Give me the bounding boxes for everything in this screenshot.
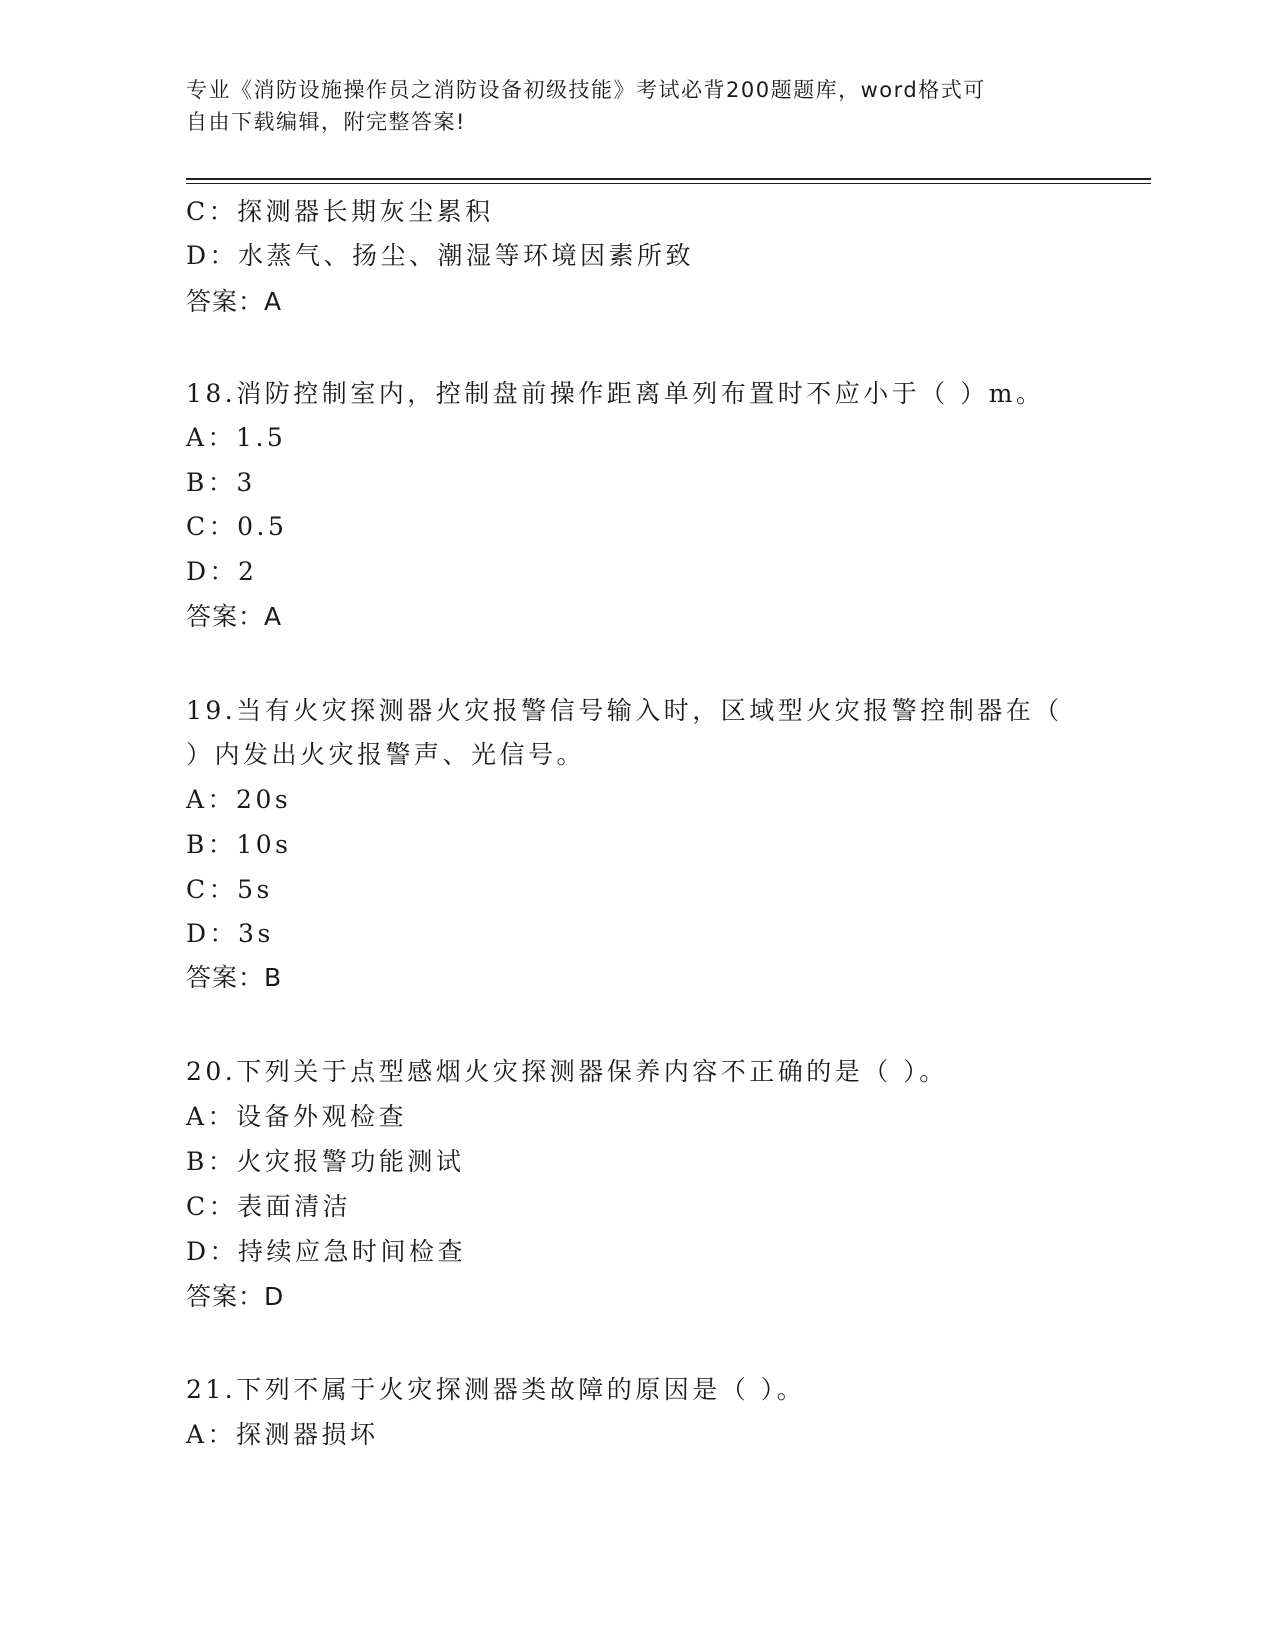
q20-option-d: D：持续应急时间检查 [186, 1237, 467, 1266]
q20-option-c: C：表面清洁 [186, 1192, 352, 1221]
q20-answer: 答案：D [186, 1282, 285, 1311]
q19-answer: 答案：B [186, 963, 283, 992]
q18-option-a: A：1.5 [186, 423, 287, 452]
q20-question: 20.下列关于点型感烟火灾探测器保养内容不正确的是（ ）。 [186, 1057, 948, 1086]
q21-option-a: A：探测器损坏 [186, 1420, 379, 1449]
header-divider-thin [186, 183, 1151, 184]
q19-option-a: A：20s [186, 785, 292, 814]
q19-option-d: D：3s [186, 919, 274, 948]
q18-option-d: D：2 [186, 557, 258, 586]
q17-answer: 答案：A [186, 287, 283, 316]
q17-option-c: C：探测器长期灰尘累积 [186, 197, 494, 226]
q19-option-c: C：5s [186, 875, 273, 904]
page-header [186, 74, 1086, 138]
q19-question-line-2: ）内发出火灾报警声、光信号。 [186, 740, 586, 769]
q18-question: 18.消防控制室内，控制盘前操作距离单列布置时不应小于（ ）m。 [186, 379, 1045, 408]
q19-question-line-1: 19.当有火灾探测器火灾报警信号输入时，区域型火灾报警控制器在（ [186, 696, 1063, 725]
q21-question: 21.下列不属于火灾探测器类故障的原因是（ ）。 [186, 1375, 806, 1404]
q17-option-d: D：水蒸气、扬尘、潮湿等环境因素所致 [186, 241, 695, 270]
q18-option-c: C：0.5 [186, 512, 288, 541]
header-line-2: 自由下载编辑，附完整答案! [186, 110, 466, 134]
header-divider-thick [186, 178, 1151, 180]
q18-answer: 答案：A [186, 602, 283, 631]
q18-option-b: B：3 [186, 468, 256, 497]
q20-option-b: B：火灾报警功能测试 [186, 1147, 465, 1176]
header-line-1: 专业《消防设施操作员之消防设备初级技能》考试必背200题题库，word格式可 [186, 78, 986, 102]
q20-option-a: A：设备外观检查 [186, 1102, 408, 1131]
q19-option-b: B：10s [186, 830, 292, 859]
